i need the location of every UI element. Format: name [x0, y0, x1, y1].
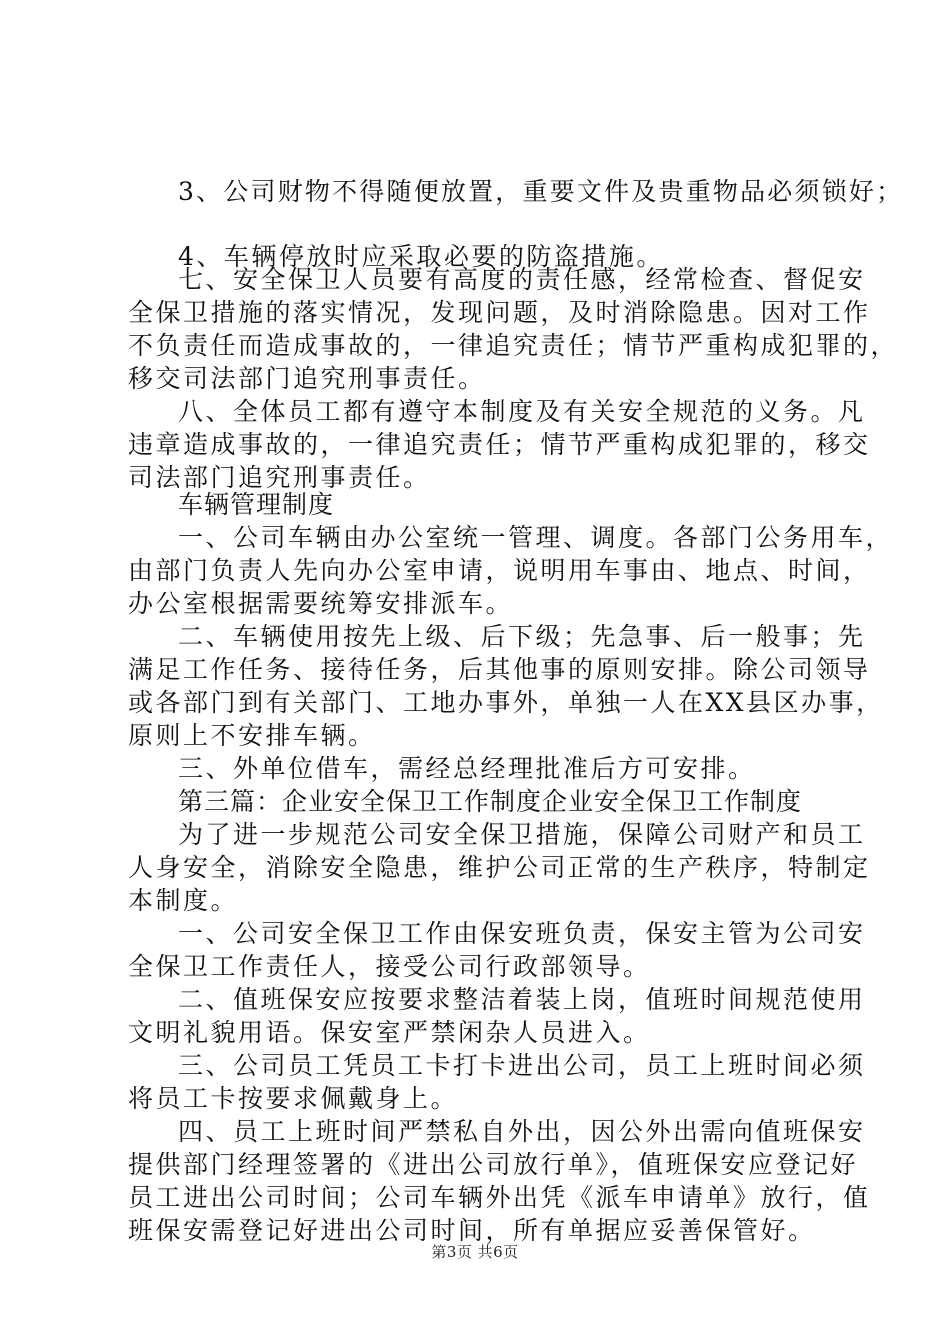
text-line: 移交司法部门追究刑事责任。: [128, 364, 486, 393]
text-line: 原则上不安排车辆。: [128, 721, 376, 750]
text-line: 或各部门到有关部门、工地办事外，单独一人在XX县区办事，: [128, 688, 884, 717]
text-line: 一、公司安全保卫工作由保安班负责，保安主管为公司安: [178, 919, 866, 948]
text-line: 不负责任而造成事故的，一律追究责任；情节严重构成犯罪的，: [128, 331, 899, 360]
text-line: 七、安全保卫人员要有高度的责任感，经常检查、督促安: [178, 265, 866, 294]
section-heading: 第三篇：企业安全保卫工作制度企业安全保卫工作制度: [178, 787, 803, 816]
text-line: 3、公司财物不得随便放置，重要文件及贵重物品必须锁好；: [178, 177, 904, 206]
text-line: 人身安全，消除安全隐患，维护公司正常的生产秩序，特制定: [128, 853, 871, 882]
text-line: 全保卫措施的落实情况，发现问题，及时消除隐患。因对工作: [128, 298, 871, 327]
text-line: 员工进出公司时间；公司车辆外出凭《派车申请单》放行，值: [128, 1183, 871, 1212]
section-heading: 车辆管理制度: [178, 490, 335, 519]
text-line: 三、公司员工凭员工卡打卡进出公司，员工上班时间必须: [178, 1051, 866, 1080]
text-line: 为了进一步规范公司安全保卫措施，保障公司财产和员工: [178, 820, 866, 849]
text-line: 提供部门经理签署的《进出公司放行单》，值班保安应登记好: [128, 1150, 859, 1179]
text-line: 四、员工上班时间严禁私自外出，因公外出需向值班保安: [178, 1117, 866, 1146]
text-line: 办公室根据需要统筹安排派车。: [128, 589, 514, 618]
text-line: 一、公司车辆由办公室统一管理、调度。各部门公务用车，: [178, 523, 894, 552]
text-line: 二、车辆使用按先上级、后下级；先急事、后一般事；先: [178, 622, 866, 651]
text-line: 文明礼貌用语。保安室严禁闲杂人员进入。: [128, 1018, 651, 1047]
text-line: 由部门负责人先向办公室申请，说明用车事由、地点、时间，: [128, 556, 871, 585]
page-number-footer: 第3页 共6页: [431, 1243, 519, 1261]
text-line: 4、车辆停放时应采取必要的防盗措施。: [178, 242, 664, 271]
text-line: 满足工作任务、接待任务，后其他事的原则安排。除公司领导: [128, 655, 871, 684]
text-line: 班保安需登记好进出公司时间，所有单据应妥善保管好。: [128, 1216, 816, 1245]
text-line: 司法部门追究刑事责任。: [128, 463, 431, 492]
text-line: 违章造成事故的，一律追究责任；情节严重构成犯罪的，移交: [128, 430, 871, 459]
text-line: 全保卫工作责任人，接受公司行政部领导。: [128, 952, 651, 981]
text-line: 八、全体员工都有遵守本制度及有关安全规范的义务。凡: [178, 397, 866, 426]
text-line: 将员工卡按要求佩戴身上。: [128, 1084, 459, 1113]
text-line: 本制度。: [128, 886, 239, 915]
text-line: 二、值班保安应按要求整洁着装上岗，值班时间规范使用: [178, 985, 866, 1014]
text-line: 三、外单位借车，需经总经理批准后方可安排。: [178, 754, 756, 783]
